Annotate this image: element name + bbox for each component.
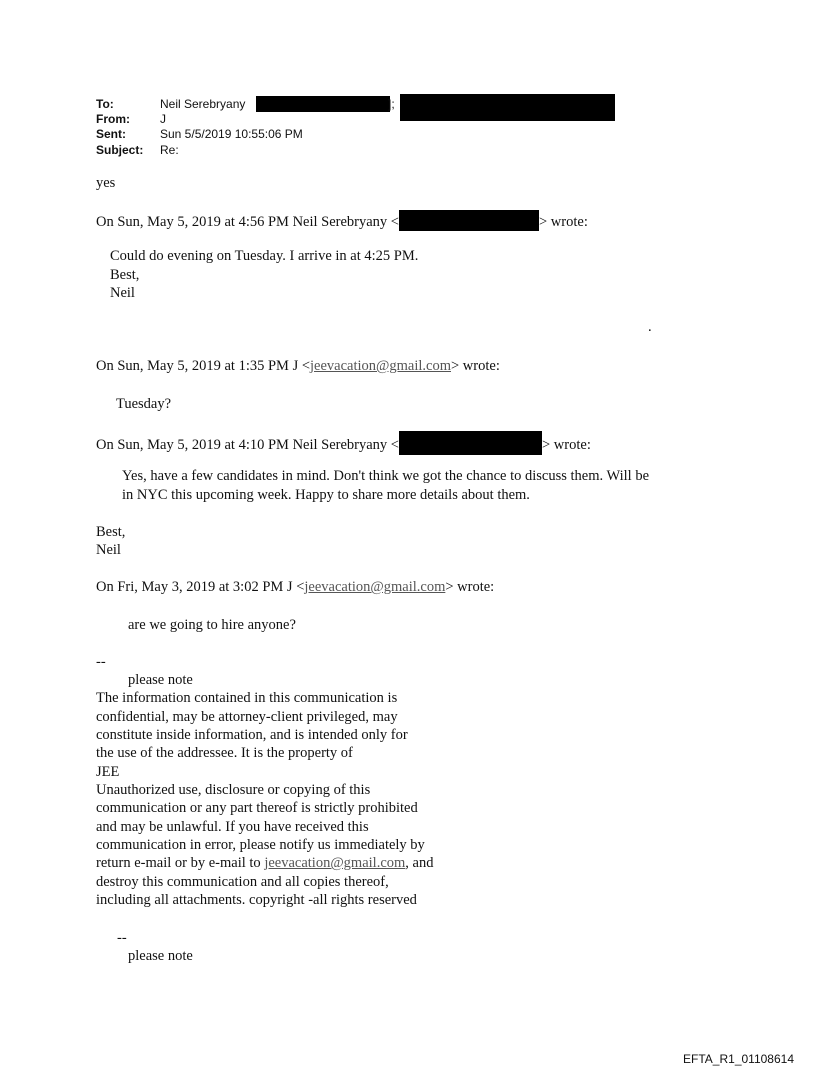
quote-wrote: > wrote:	[542, 437, 591, 453]
from-label: From:	[96, 112, 130, 126]
reply-text: yes	[96, 175, 116, 191]
document-id: EFTA_R1_01108614	[683, 1052, 794, 1066]
signature-please-note: please note	[128, 672, 193, 688]
quote-header-text: On Sun, May 5, 2019 at 4:10 PM Neil Serebryany <	[96, 437, 399, 453]
from-value: J	[160, 112, 166, 126]
disclaimer-line: communication or any part thereof is strictly prohibited	[96, 800, 418, 816]
redaction-block	[399, 210, 539, 231]
quote-line: are we going to hire anyone?	[128, 617, 296, 633]
sent-label: Sent:	[96, 127, 126, 141]
disclaimer-text: return e-mail or by e-mail to	[96, 855, 265, 871]
disclaimer-line: including all attachments. copyright -all rights reserved	[96, 892, 417, 908]
quote-header	[96, 431, 591, 455]
disclaimer-line: the use of the addressee. It is the property of	[96, 745, 353, 761]
quote-wrote: > wrote:	[539, 214, 588, 230]
quote-header	[96, 210, 588, 231]
email-link[interactable]: jeevacation@gmail.com	[310, 358, 451, 374]
subject-label: Subject:	[96, 143, 144, 157]
signature-please-note: please note	[128, 948, 193, 964]
quote-line: Tuesday?	[116, 396, 172, 412]
quote-header-text: On Sun, May 5, 2019 at 1:35 PM J <	[96, 358, 311, 374]
email-link[interactable]: jeevacation@gmail.com	[264, 855, 406, 871]
quote-header	[96, 357, 500, 375]
quote-line: Yes, have a few candidates in mind. Don't think we got the chance to discuss them. Will be	[122, 468, 650, 484]
signoff-line: Best,	[96, 524, 126, 540]
quote-header-text: On Sun, May 5, 2019 at 4:56 PM Neil Serebryany <	[96, 214, 399, 230]
disclaimer-line: The information contained in this communication is	[96, 690, 398, 706]
quote-header-text: On Fri, May 3, 2019 at 3:02 PM J <	[96, 579, 305, 595]
disclaimer-line: Unauthorized use, disclosure or copying of this	[96, 782, 371, 798]
to-value: Neil Serebryany	[160, 97, 246, 111]
disclaimer-line: destroy this communication and all copies thereof,	[96, 874, 389, 890]
quote-wrote: > wrote:	[451, 358, 500, 374]
signature-dash: --	[117, 930, 127, 946]
quote-header	[96, 578, 494, 596]
disclaimer-line: confidential, may be attorney-client privileged, may	[96, 709, 398, 725]
disclaimer-line: communication in error, please notify us immediately by	[96, 837, 425, 853]
quote-wrote: > wrote:	[445, 579, 495, 595]
quote-line: Neil	[110, 285, 135, 301]
subject-value: Re:	[160, 143, 179, 157]
redaction-block	[256, 96, 390, 112]
email-link[interactable]: jeevacation@gmail.com	[304, 579, 446, 595]
signature-dash: --	[96, 654, 106, 670]
to-separator: ];	[388, 97, 395, 111]
redaction-block	[399, 431, 542, 455]
sent-value: Sun 5/5/2019 10:55:06 PM	[160, 127, 303, 141]
disclaimer-line: and may be unlawful. If you have received this	[96, 819, 369, 835]
signoff-line: Neil	[96, 542, 121, 558]
quote-line: in NYC this upcoming week. Happy to share more details about them.	[122, 487, 530, 503]
redaction-block	[400, 94, 615, 121]
stray-dot: .	[648, 319, 652, 335]
disclaimer-line: JEE	[96, 764, 120, 780]
disclaimer-text: , and	[405, 855, 434, 871]
to-label: To:	[96, 97, 114, 111]
quote-line: Best,	[110, 267, 140, 283]
quote-line: Could do evening on Tuesday. I arrive in at 4:25 PM.	[110, 248, 419, 264]
disclaimer-line	[96, 854, 433, 872]
disclaimer-line: constitute inside information, and is intended only for	[96, 727, 408, 743]
